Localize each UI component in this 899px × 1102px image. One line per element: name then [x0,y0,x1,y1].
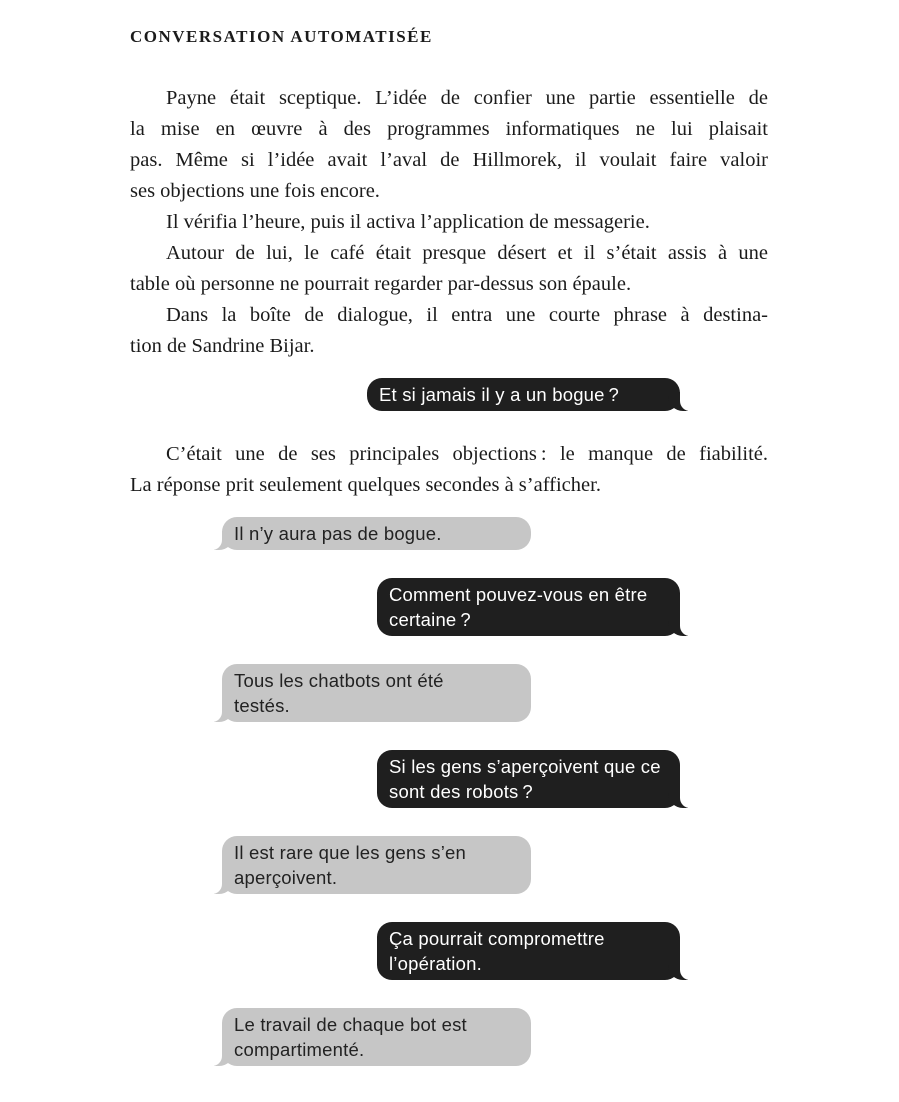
body-paragraph [130,207,768,238]
body-paragraph [130,439,768,501]
message-line: Comment pouvez-vous en être [389,584,648,605]
paragraph-line: ses objections une fois encore. [130,180,380,202]
received-message-row [130,1008,768,1066]
sent-message-bubble [377,922,680,980]
sent-message-row [130,378,768,411]
message-line: Et si jamais il y a un bogue ? [379,384,620,405]
paragraph-line: la mise en œuvre à des programmes informatiques ne lui plaisait [130,118,768,140]
received-message-row [130,517,768,550]
received-message-row [130,664,768,722]
paragraph-line: pas. Même si l’idée avait l’aval de Hillmorek, il voulait faire valoir [130,149,768,171]
chapter-heading: CONVERSATION AUTOMATISÉE [130,27,433,46]
message-line: testés. [234,695,290,716]
message-line: Il n’y aura pas de bogue. [234,523,442,544]
message-line: Ça pourrait compromettre [389,928,605,949]
received-message-bubble [222,517,531,550]
paragraph-line: C’était une de ses principales objections : le manque de fiabilité. [166,443,768,465]
message-line: Tous les chatbots ont été [234,670,444,691]
paragraph-line: Payne était sceptique. L’idée de confier une partie essentielle de [166,87,768,109]
body-paragraph [130,238,768,300]
message-line: Si les gens s’aperçoivent que ce [389,756,661,777]
paragraph-line: table où personne ne pourrait regarder par-dessus son épaule. [130,273,632,295]
body-paragraph [130,300,768,362]
paragraph-line: Dans la boîte de dialogue, il entra une courte phrase à destina- [166,304,768,326]
received-message-bubble [222,1008,531,1066]
paragraph-line: Il vérifia l’heure, puis il activa l’application de messagerie. [166,211,650,233]
sent-message-row [130,922,768,980]
message-line: compartimenté. [234,1039,365,1060]
received-message-bubble [222,836,531,894]
received-message-row [130,836,768,894]
message-line: Il est rare que les gens s’en [234,842,467,863]
paragraph-line: tion de Sandrine Bijar. [130,335,315,357]
paragraph-line: La réponse prit seulement quelques secondes à s’afficher. [130,474,601,496]
paragraph-line: Autour de lui, le café était presque désert et il s’était assis à une [166,242,768,264]
sent-message-bubble [377,750,680,808]
sent-message-row [130,578,768,636]
message-line: l’opération. [389,953,482,974]
message-line: sont des robots ? [389,781,533,802]
sent-message-row [130,750,768,808]
message-line: aperçoivent. [234,867,338,888]
message-line: certaine ? [389,609,471,630]
received-message-bubble [222,664,531,722]
sent-message-bubble [367,378,680,411]
sent-message-bubble [377,578,680,636]
body-paragraph [130,83,768,207]
message-line: Le travail de chaque bot est [234,1014,467,1035]
